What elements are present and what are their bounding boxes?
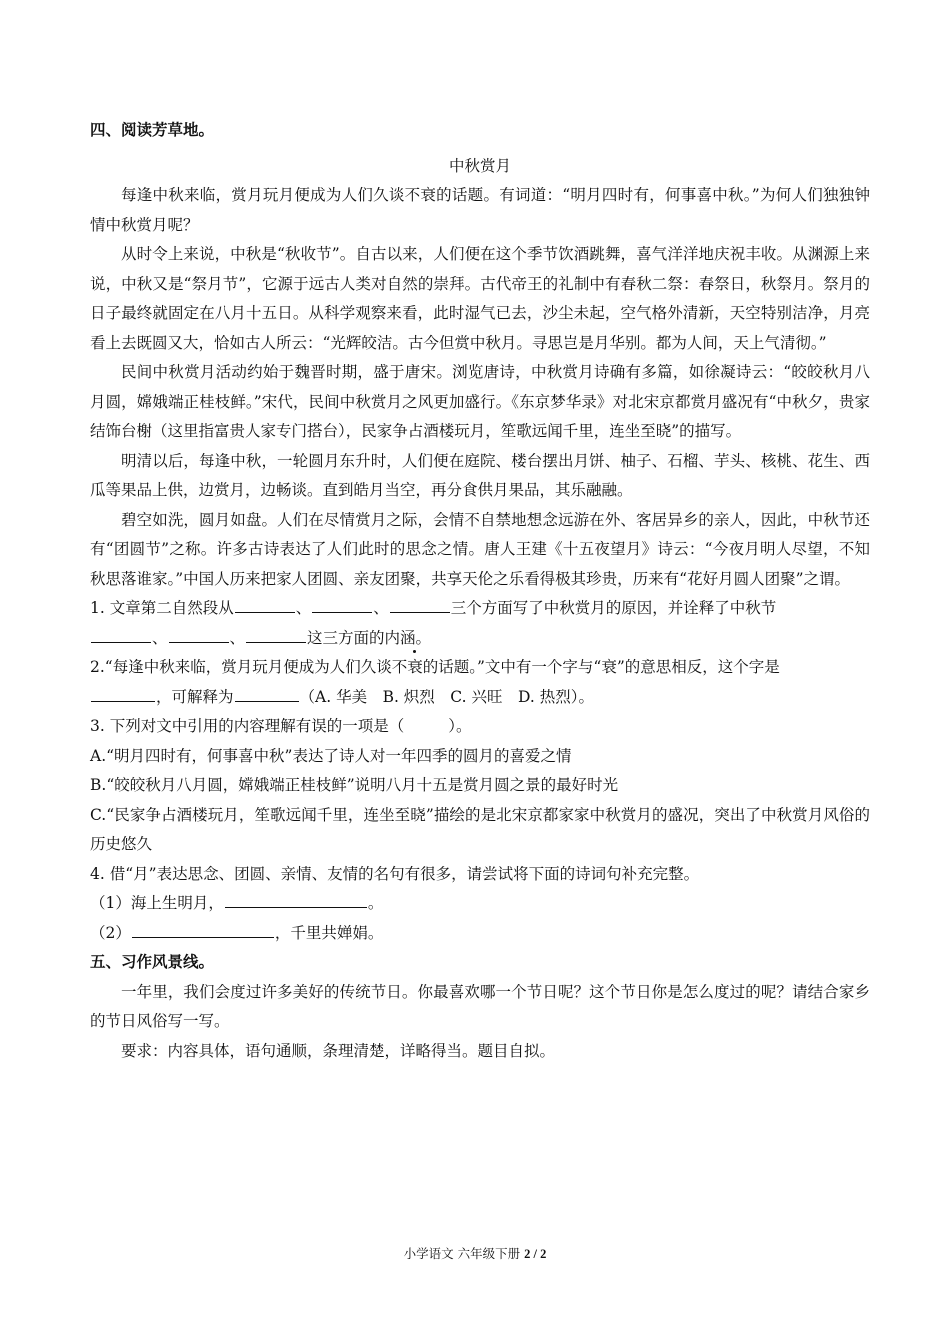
q2-blank-meaning[interactable]	[235, 683, 299, 702]
q2-emphasized-char: 衰	[407, 653, 423, 683]
question-1: 1. 文章第二自然段从 、 、 三个方面写了中秋赏月的原因，并诠释了中秋节 、 、 这三方面的内涵。	[90, 594, 870, 653]
article-paragraph-4: 明清以后，每逢中秋，一轮圆月东升时，人们便在庭院、楼台摆出月饼、柚子、石榴、芋头、核桃、花生、西瓜等果品上供，边赏月，边畅谈。直到皓月当空，再分食供月果品，其乐融融。	[90, 451, 870, 499]
article-paragraph-3: 民间中秋赏月活动约始于魏晋时期，盛于唐宋。浏览唐诗，中秋赏月诗确有多篇，如徐凝诗云：“皎皎秋月八月圆，嫦娥端正桂枝鲜。”宋代，民间中秋赏月之风更加盛行。《东京梦华录》对北宋京都赏月盛况有“中秋夕，贵家结饰台榭（这里指富贵人家专门搭台），民家争占酒楼玩月，笙歌远闻千里，连坐至晓”的描写。	[90, 363, 870, 440]
q2-text-d: （A. 华美 B. 炽烈 C. 兴旺 D. 热烈）。	[299, 687, 594, 706]
section5-heading: 五、习作风景线。	[90, 953, 215, 971]
section5-prompt: 一年里，我们会度过许多美好的传统节日。你最喜欢哪一个节日呢？这个节日你是怎么度过的呢？请结合家乡的节日风俗写一写。	[90, 982, 870, 1030]
q4-blank-2[interactable]	[132, 919, 274, 938]
question-4: 4. 借“月”表达思念、团圆、亲情、友情的名句有很多，请尝试将下面的诗词句补充完整。	[90, 864, 700, 883]
q3-stem-b: ）。	[448, 717, 472, 735]
q1-blank-5[interactable]	[169, 624, 229, 643]
q4-item-1: （1）海上生明月， 。	[90, 889, 870, 919]
q1-blank-1[interactable]	[235, 594, 295, 613]
q2-text-c: ，可解释为	[156, 687, 234, 706]
q4-blank-1[interactable]	[225, 889, 367, 908]
q1-blank-2[interactable]	[312, 594, 372, 613]
page-number: 2 / 2	[524, 1247, 547, 1261]
footer-label: 小学语文 六年级下册	[403, 1246, 521, 1261]
q3-option-b: B.“皎皎秋月八月圆，嫦娥端正桂枝鲜”说明八月十五是赏月圆之景的最好时光	[90, 776, 619, 794]
q3-stem-a: 3. 下列对文中引用的内容理解有误的一项是（	[90, 717, 405, 735]
section5-requirements: 要求：内容具体，语句通顺，条理清楚，详略得当。题目自拟。	[121, 1041, 556, 1060]
q2-text-a: 2.“每逢中秋来临，赏月玩月便成为人们久谈不	[90, 658, 408, 676]
section4-heading: 四、阅读芳草地。	[90, 121, 215, 139]
question-2	[90, 653, 870, 712]
q1-text-c: 这三方面的内涵。	[307, 628, 432, 647]
page-content	[90, 116, 870, 1066]
question-3	[90, 712, 870, 742]
q3-option-a: A.“明月四时有，何事喜中秋”表达了诗人对一年四季的圆月的喜爱之情	[90, 746, 572, 765]
q1-blank-3[interactable]	[390, 594, 450, 613]
q4-item-2: （2） ，千里共婵娟。	[90, 919, 870, 949]
article-paragraph-2: 从时令上来说，中秋是“秋收节”。自古以来，人们便在这个季节饮酒跳舞，喜气洋洋地庆祝丰收。从渊源上来说，中秋又是“祭月节”，它源于远古人类对自然的崇拜。古代帝王的礼制中有春秋二祭：春祭日，秋祭月。祭月的日子最终就固定在八月十五日。从科学观察来看，此时湿气已去，沙尘未起，空气格外清新，天空特别洁净，月亮看上去既圆又大，恰如古人所云：“光辉皎洁。古今但赏中秋月。寻思岂是月华别。都为人间，天上气清彻。”	[90, 245, 870, 352]
q1-text-b: 三个方面写了中秋赏月的原因，并诠释了中秋节	[450, 599, 777, 617]
q1-text-a: 1. 文章第二自然段从	[90, 599, 234, 617]
q2-text-b: 的话题。”文中有一个字与“衰”的意思相反，这个字是	[422, 658, 780, 676]
q3-option-c: C.“民家争占酒楼玩月，笙歌远闻千里，连坐至晓”描绘的是北宋京都家家中秋赏月的盛况，突出了中秋赏月风俗的历史悠久	[90, 805, 870, 853]
page-footer	[0, 1244, 950, 1262]
article-title: 中秋赏月	[448, 156, 511, 175]
article-paragraph-1: 每逢中秋来临，赏月玩月便成为人们久谈不衰的话题。有词道：“明月四时有，何事喜中秋。”为何人们独独钟情中秋赏月呢？	[90, 186, 870, 234]
q1-blank-4[interactable]	[91, 624, 151, 643]
article-paragraph-5: 碧空如洗，圆月如盘。人们在尽情赏月之际，会情不自禁地想念远游在外、客居异乡的亲人，因此，中秋节还有“团圆节”之称。许多古诗表达了人们此时的思念之情。唐人王建《十五夜望月》诗云：“今夜月明人尽望，不知秋思落谁家。”中国人历来把家人团圆、亲友团聚，共享天伦之乐看得极其珍贵，历来有“花好月圆人团聚”之谓。	[90, 510, 870, 588]
q1-blank-6[interactable]	[246, 624, 306, 643]
q2-blank-char[interactable]	[91, 683, 155, 702]
